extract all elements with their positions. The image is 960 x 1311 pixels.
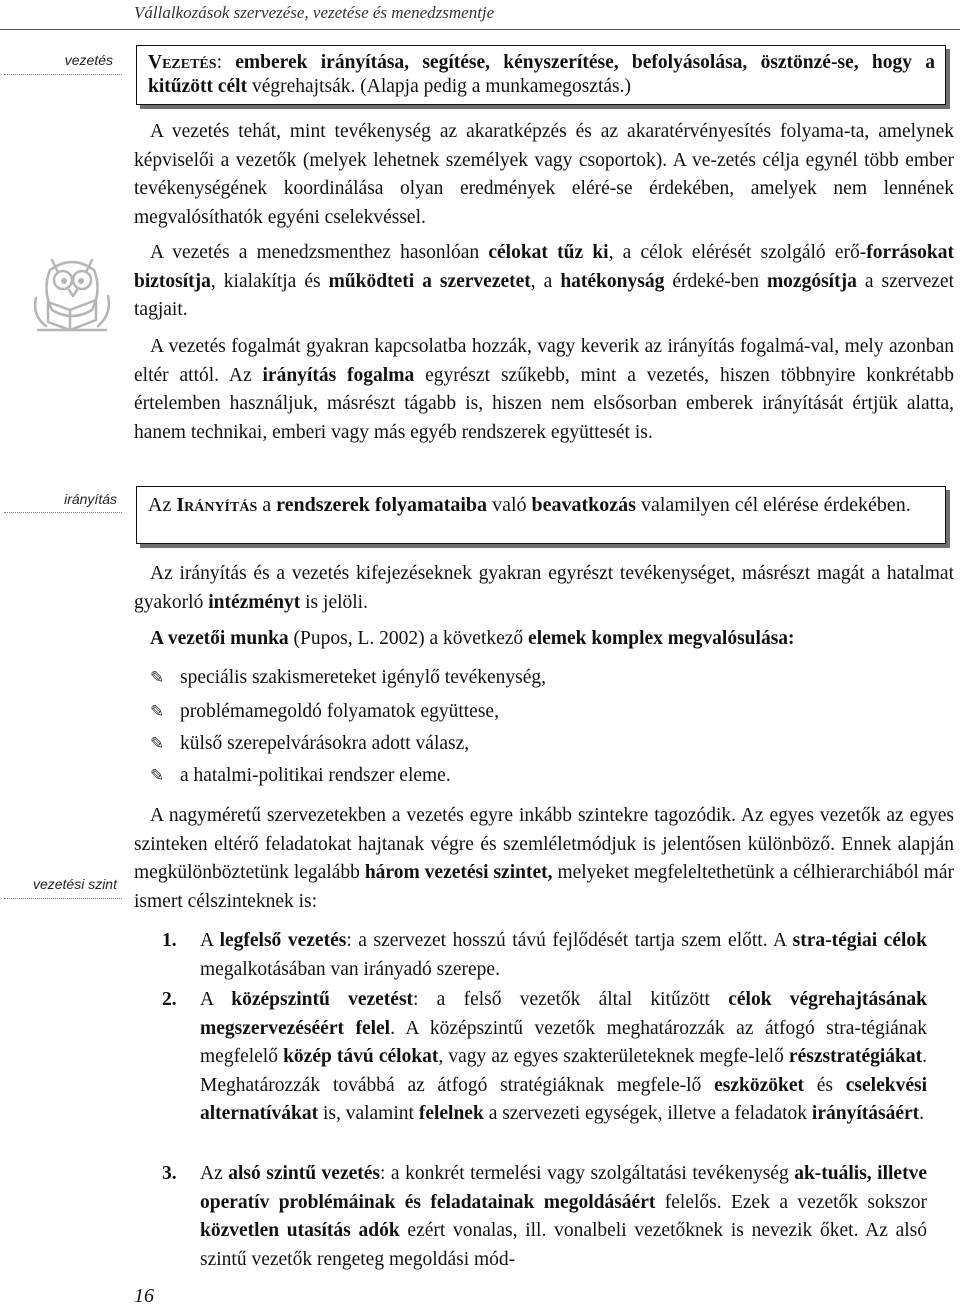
bold-text: közvetlen utasítás adók (200, 1220, 400, 1241)
margin-rule (4, 898, 122, 899)
bold-text: eszközöket (714, 1074, 804, 1096)
paragraph (134, 333, 954, 447)
text: egyrészt szűkebb, mint a vezetés, hiszen többnyire konkrétabb értelemben használjuk, másrészt tágabb is, hiszen nem elsősorban emberek irányítását értjük alatta, hanem technikai, emberi vagy más egyéb rendszerek együttesét is. (134, 364, 954, 443)
bold-text: célokat tűz ki (488, 242, 609, 263)
text: is, valamint (318, 1103, 419, 1124)
text: . A középszintű vezetők meghatározzák az átfogó stra-tégiának megfelelő (200, 1017, 927, 1067)
pencil-icon: ✎ (150, 734, 165, 754)
item-number: 2. (162, 989, 177, 1010)
bold-text: stra-tégiai célok (792, 930, 927, 951)
numbered-item (162, 1160, 927, 1274)
bold-text: részstratégiákat (788, 1046, 923, 1067)
bold-text: irányítás fogalma (262, 364, 415, 386)
definition-text: kitűzött célt (148, 76, 248, 97)
numbered-item (162, 927, 927, 984)
item-number: 3. (162, 1163, 177, 1184)
bold-text: működteti a szervezetet (328, 270, 531, 292)
text: , a (530, 270, 561, 292)
bold-text: elemek komplex megvalósulása: (528, 628, 795, 649)
text: megalkotásában van irányadó szerepe. (200, 958, 500, 980)
bold-text: mozgósítja (766, 270, 857, 292)
paragraph (134, 560, 954, 617)
numbered-item (162, 986, 928, 1129)
bold-text: rendszerek folyamataiba (276, 494, 488, 516)
bold-text: beavatkozás (531, 494, 636, 516)
list-item-text: a hatalmi-politikai rendszer eleme. (180, 765, 451, 786)
bold-text: alsó szintű vezetés (228, 1163, 381, 1184)
pencil-icon: ✎ (150, 766, 165, 786)
bold-text: cselekvési alternatívákat (200, 1074, 928, 1124)
margin-label-vezetesi-szint: vezetési szint (32, 876, 117, 892)
bold-text: ak-tuális, illetve operatív problémáinak és feladatainak megoldásáért (200, 1163, 927, 1213)
running-header: Vállalkozások szervezése, vezetése és menedzsmentje (134, 3, 495, 22)
margin-label-vezetes: vezetés (64, 52, 113, 68)
paragraph-text: A vezetés tehát, mint tevékenység az akaratképzés és az akaratérvényesítés folyama-ta, amelynek képviselői a vezetők (melyek lehetnek személyek vagy csoportok). A ve-zetés célja egynél több ember tevékenységének koordinálása olyan eredmények eléré-se érdekében, amelyek nem lennének megvalósíthatók egyéni cselekvéssel. (134, 121, 954, 228)
text: : (216, 52, 236, 73)
text: Az irányítás és a vezetés kifejezéseknek gyakran egyrészt tevékenységet, másrészt magát a hatalmat gyakorló (134, 563, 954, 613)
header-rule (0, 29, 960, 30)
text: a (257, 494, 277, 516)
text: való (487, 494, 532, 516)
paragraph (134, 118, 954, 232)
bold-text: felelnek (418, 1103, 484, 1124)
list-item (150, 700, 499, 724)
bold-text: középszintű vezetést (231, 989, 414, 1010)
text: Az (148, 494, 177, 516)
bold-text: három vezetési szintet, (364, 862, 553, 883)
text: : a felső vezetők által kitűzött (413, 989, 729, 1010)
owl-reading-icon (22, 240, 122, 340)
term-vezetes: Vezetés (148, 52, 217, 73)
definition-box-vezetes (136, 45, 946, 105)
text: is jelöli. (300, 591, 368, 613)
text: A vezetés a menedzsmenthez hasonlóan (150, 242, 489, 263)
bold-text: forrásokat biztosítja (134, 242, 954, 292)
list-item-text: problémamegoldó folyamatok együttese, (180, 701, 499, 722)
text: a szervezet tagjait. (134, 270, 955, 320)
text: : a konkrét termelési vagy szolgáltatási tevékenység (380, 1163, 795, 1184)
bold-text: célok végrehajtásának megszervezéséért felel (200, 989, 928, 1039)
list-item (150, 666, 546, 690)
text: , a célok elérését szolgáló erő- (608, 242, 867, 263)
text: : a szervezet hosszú távú fejlődését tartja szem előtt. A (346, 930, 793, 951)
text: . (919, 1103, 925, 1124)
definition-box-iranyitas (136, 486, 946, 544)
margin-label-iranyitas: irányítás (64, 491, 117, 507)
text: (Pupos, L. 2002) a következő (288, 628, 529, 649)
definition-text: végrehajtsák. (Alapja pedig a munkamegosztás.) (247, 76, 631, 97)
bold-text: legfelső vezetés (219, 930, 347, 951)
text: , kialakítja és (210, 270, 329, 292)
text: . Meghatározzák továbbá az átfogó stratégiáknak megfele-lő (200, 1046, 927, 1096)
text: A nagyméretű szervezetekben a vezetés egyre inkább szintekre tagozódik. Az egyes vezetők az egyes szinteken eltérő feladatokat hajtanak végre és szemléletmódjuk is jelentősen különböző. Ennek alapján megkülönböztetünk legalább (134, 805, 954, 883)
list-item-text: speciális szakismereteket igénylő tevékenység, (180, 667, 547, 688)
text: melyeket megfeleltethetünk a célhierarchiából már ismert célszinteknek is: (134, 862, 954, 912)
definition-text: emberek irányítása, segítése, kényszerítése, befolyásolása, ösztönzé-se, hogy a (235, 52, 935, 73)
bold-text: közép távú célokat (283, 1046, 439, 1067)
pencil-icon: ✎ (150, 668, 165, 688)
text: valamilyen cél elérése érdekében. (635, 494, 911, 516)
text: felelős. Ezek a vezetők sokszor (655, 1191, 927, 1213)
bold-text: hatékonyság (560, 270, 665, 292)
list-item (150, 732, 469, 756)
item-number: 1. (162, 930, 177, 951)
text: A (200, 930, 220, 951)
text: érdeké-ben (664, 270, 767, 292)
margin-rule (4, 74, 122, 75)
list-item (150, 764, 451, 788)
margin-rule (4, 512, 122, 513)
page-number: 16 (134, 1285, 154, 1307)
text: ezért vonalas, ill. vonalbeli vezetőknek is nevezik őket. Az alsó szintű vezetők rengeteg megoldási mód- (200, 1220, 927, 1270)
text: A vezetés fogalmát gyakran kapcsolatba hozzák, vagy keverik az irányítás fogalmá-val, mely azonban eltér attól. Az (134, 336, 954, 386)
text: , vagy az egyes szakterületeknek megfe-lelő (438, 1046, 789, 1067)
text: Az (200, 1163, 229, 1184)
term-iranyitas: Irányítás (176, 494, 258, 516)
paragraph (150, 625, 954, 654)
text: A (200, 989, 232, 1010)
list-item-text: külső szerepelvárásokra adott válasz, (180, 733, 470, 754)
paragraph (134, 239, 954, 325)
text: és (803, 1074, 846, 1096)
text: a szervezeti egységek, illetve a feladatok (483, 1103, 812, 1124)
bold-text: irányításáért (811, 1103, 920, 1124)
bold-text: intézményt (208, 591, 301, 613)
pencil-icon: ✎ (150, 702, 165, 722)
bold-text: A vezetői munka (150, 628, 289, 649)
paragraph (134, 802, 954, 916)
